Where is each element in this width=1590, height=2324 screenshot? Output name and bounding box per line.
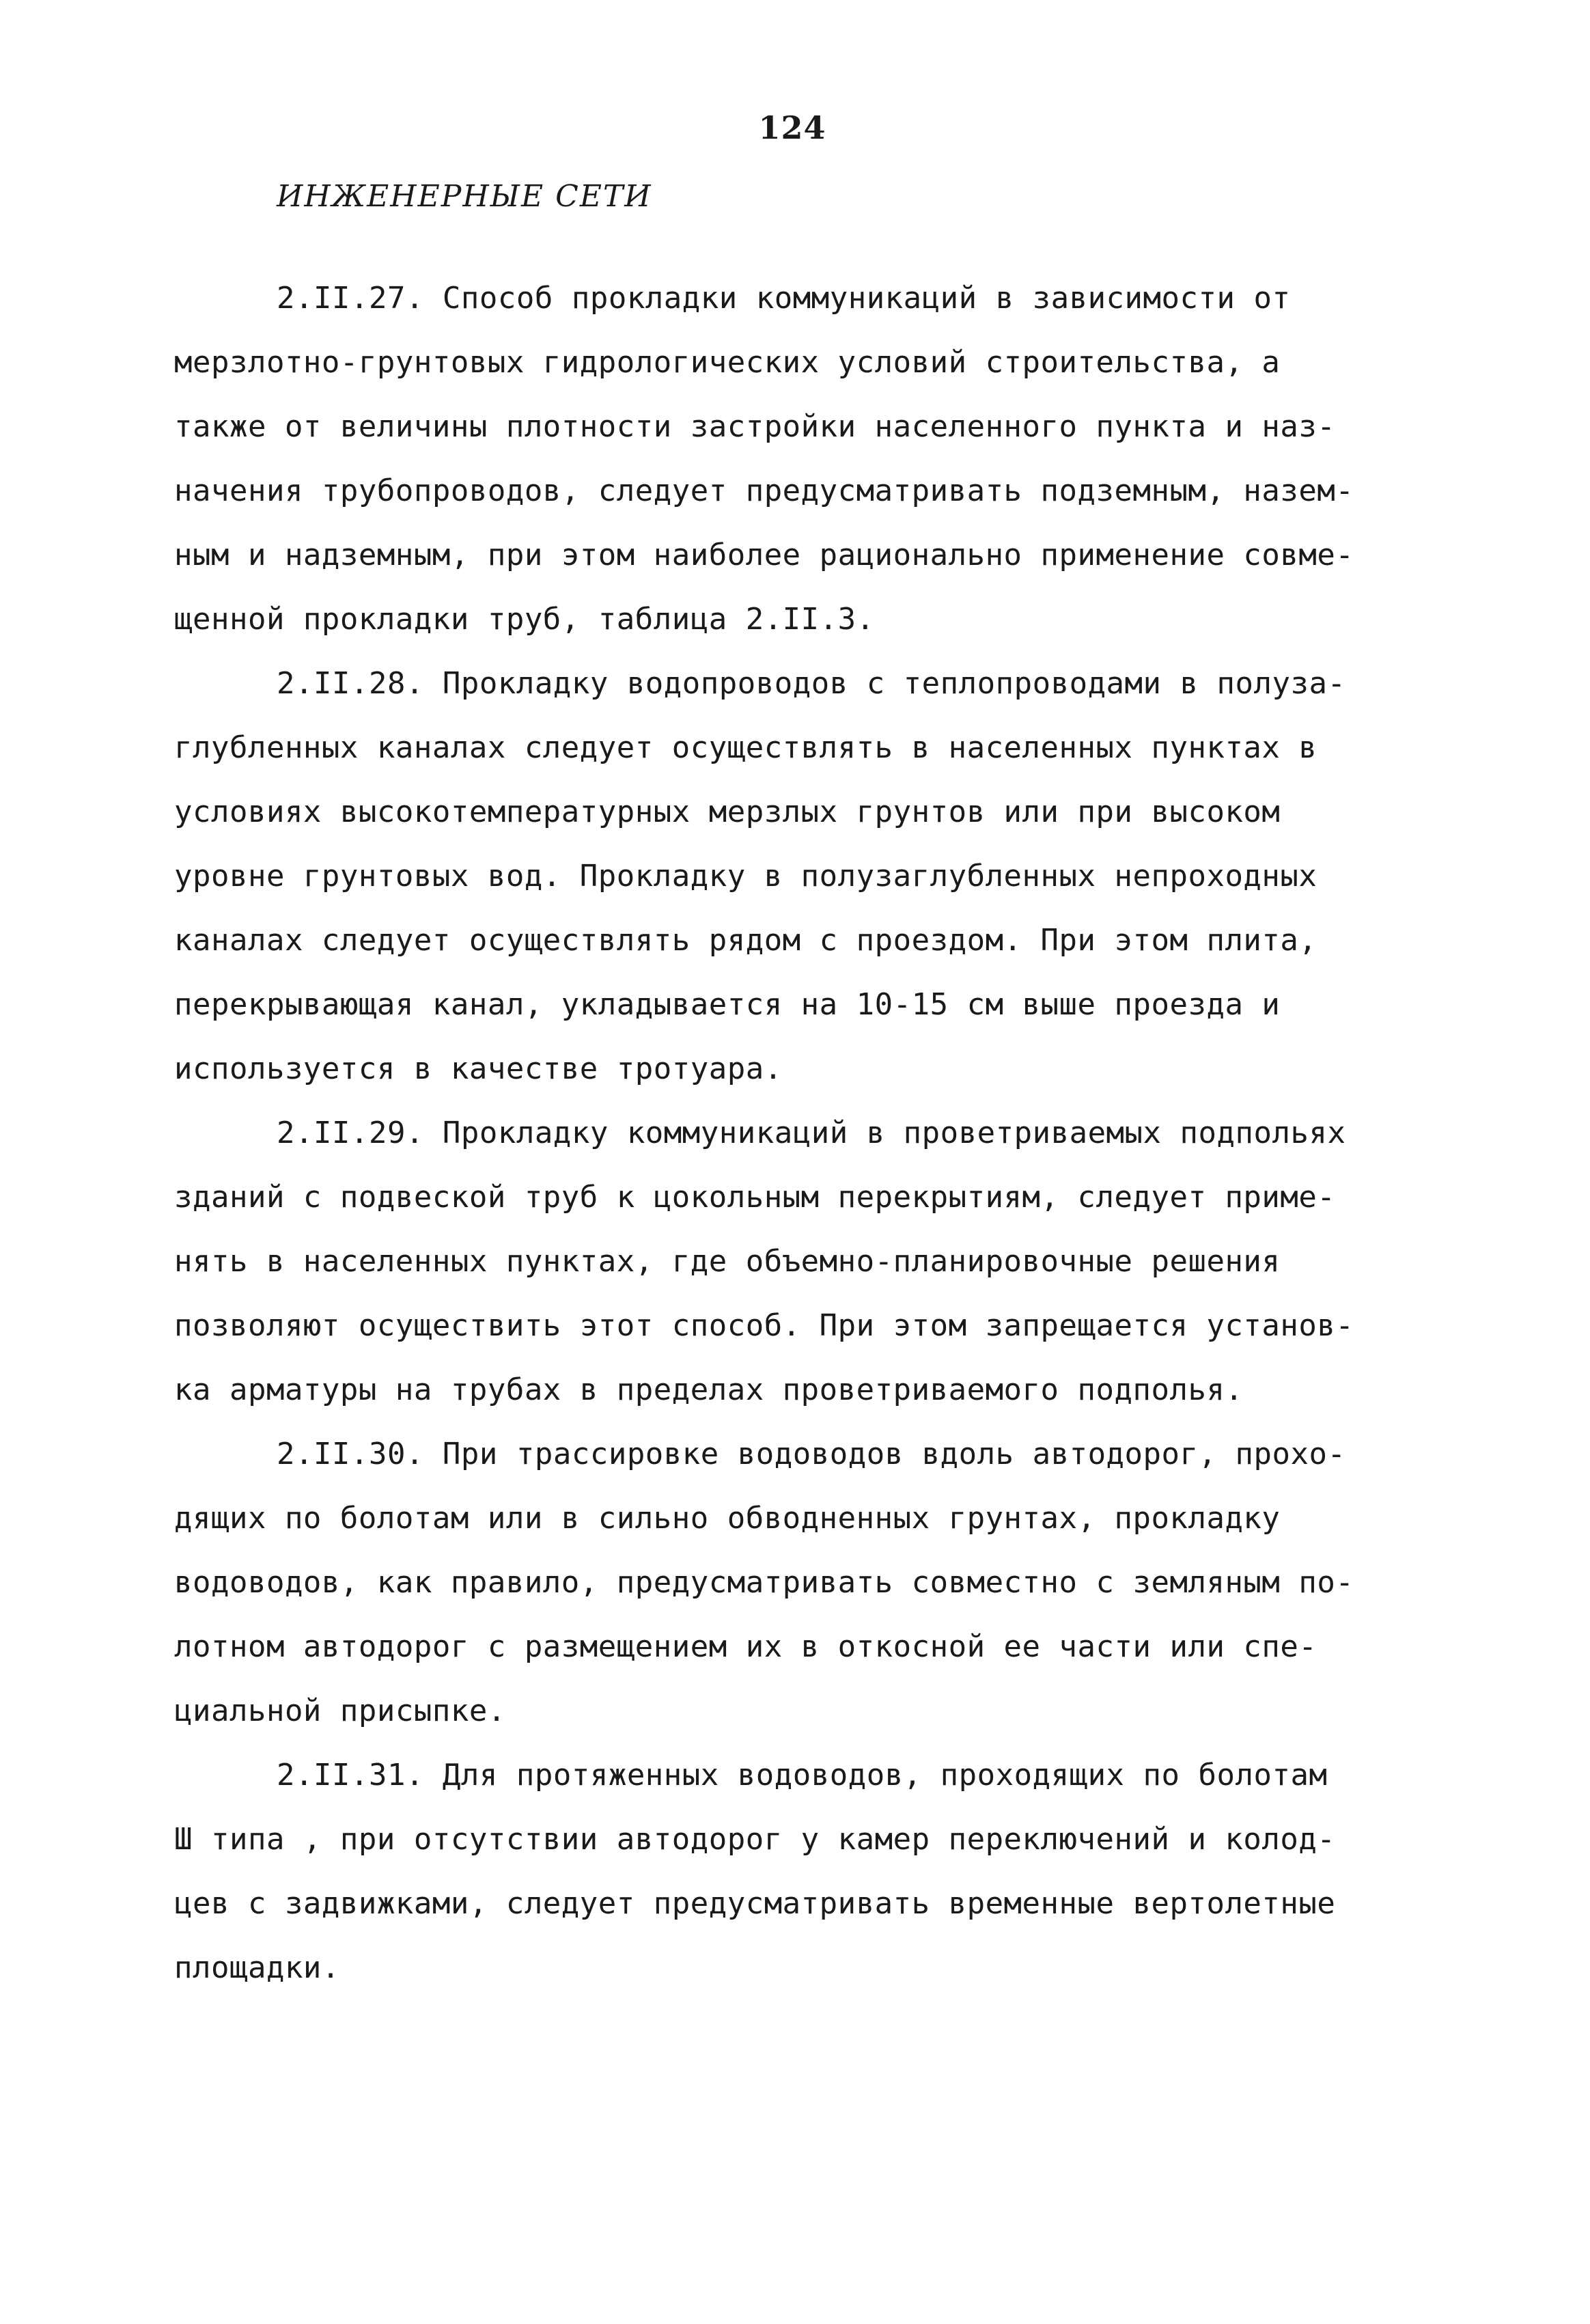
text-line: 2.II.31. Для протяженных водоводов, проходящих по болотам [277,1758,1328,1793]
paragraph-2-11-31 [174,1743,1445,2000]
text-line: ка арматуры на трубах в пределах проветриваемого подполья. [174,1372,1244,1407]
text-line: Ш типа , при отсутствии автодорог у камер переключений и колод- [174,1822,1336,1857]
text-line: лотном автодорог с размещением их в откосной ее части или спе- [174,1629,1317,1664]
text-line: 2.II.27. Способ прокладки коммуникаций в зависимости от [277,281,1291,316]
section-title: ИНЖЕНЕРНЫЕ СЕТИ [277,179,652,214]
text-line: циальной присыпке. [174,1693,506,1728]
text-line: также от величины плотности застройки населенного пункта и наз- [174,409,1336,444]
text-line: ным и надземным, при этом наиболее рационально применение совме- [174,538,1354,572]
paragraph-2-11-27 [174,266,1445,652]
text-line: каналах следует осуществлять рядом с проездом. При этом плита, [174,923,1317,958]
text-line: уровне грунтовых вод. Прокладку в полузаглубленных непроходных [174,859,1317,894]
text-line: 2.II.30. При трассировке водоводов вдоль автодорог, прохо- [277,1437,1346,1471]
text-line: позволяют осуществить этот способ. При этом запрещается установ- [174,1308,1354,1343]
paragraph-2-11-30 [174,1422,1445,1743]
text-line: начения трубопроводов, следует предусматривать подземным, назем- [174,473,1354,508]
paragraph-2-11-28 [174,652,1445,1101]
paragraph-2-11-29 [174,1101,1445,1422]
text-line: используется в качестве тротуара. [174,1051,783,1086]
text-line: водоводов, как правило, предусматривать совместно с земляным по- [174,1565,1354,1600]
text-line: дящих по болотам или в сильно обводненных грунтах, прокладку [174,1501,1281,1536]
text-line: цев с задвижками, следует предусматривать временные вертолетные [174,1886,1336,1921]
text-line: мерзлотно-грунтовых гидрологических условий строительства, а [174,345,1281,380]
text-line: площадки. [174,1950,340,1985]
text-line: зданий с подвеской труб к цокольным перекрытиям, следует приме- [174,1180,1336,1215]
text-line: условиях высокотемпературных мерзлых грунтов или при высоком [174,794,1281,829]
text-line: глубленных каналах следует осуществлять в населенных пунктах в [174,730,1317,765]
text-line: 2.II.28. Прокладку водопроводов с теплопроводами в полуза- [277,666,1346,701]
body-text [174,266,1445,2000]
text-line: перекрывающая канал, укладывается на 10-15 см выше проезда и [174,987,1281,1022]
page-number: 124 [758,109,826,146]
text-line: нять в населенных пунктах, где объемно-планировочные решения [174,1244,1281,1279]
text-line: щенной прокладки труб, таблица 2.II.3. [174,602,875,637]
text-line: 2.II.29. Прокладку коммуникаций в проветриваемых подпольях [277,1116,1346,1150]
